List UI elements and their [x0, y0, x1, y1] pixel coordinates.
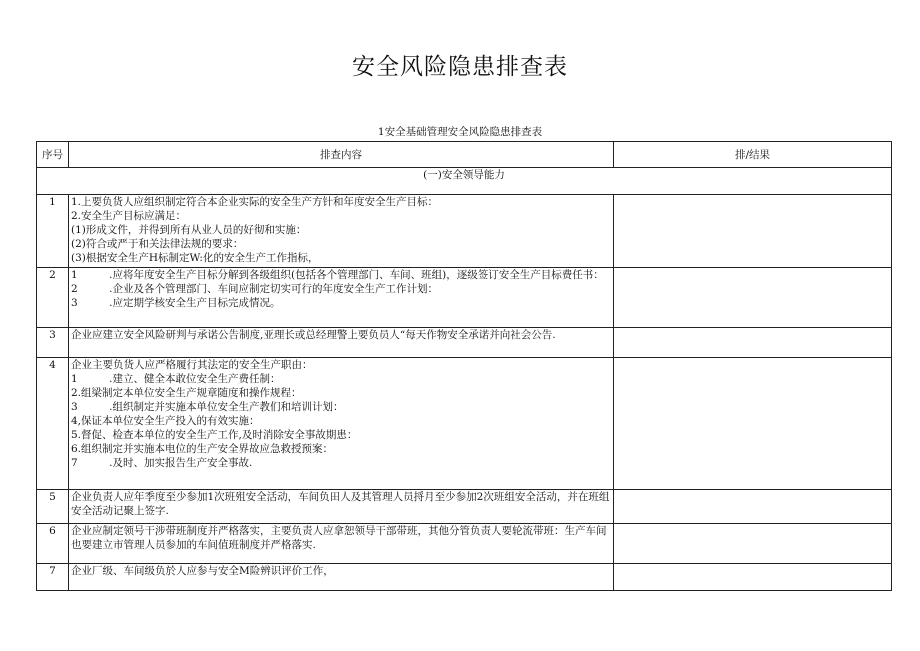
content-line: 4,保证本单位安全生产投入的有效实施：: [71, 415, 260, 427]
row-number: 5: [37, 490, 69, 524]
table-row: [37, 328, 892, 358]
table-subtitle: 1安全基础管理安全风险隐患排查表: [377, 126, 543, 138]
row-content: [69, 328, 614, 358]
content-line: 2.组梁制定本单位安全生产规章随度和操作规程：: [71, 387, 302, 399]
row-number: 7: [37, 564, 69, 591]
result-cell[interactable]: [614, 328, 892, 358]
header-content: 排查内容: [69, 142, 614, 168]
content-line: 企业负责人应年季度至少参加1次班殂安全活动，车间负田人及其管理人员捋月至少参加2次班组安全活动，并在班组安全活动记聚上签字.: [71, 491, 610, 517]
section-row: [37, 168, 892, 195]
content-line: 企业应建立安全风险研判与承诺公告制度,亚理长或总经理警上要负员人“每天作物安全承诺并向社会公告.: [71, 329, 556, 341]
content-line: (3)根据安全生产H标制定W:化的安全生产工作指标，: [71, 252, 319, 264]
result-cell[interactable]: [614, 524, 892, 564]
content-line: 2.安全生产目标应满足：: [71, 210, 187, 222]
content-line: 3 .组织制定并实施本单位安全生产教们和培训计划：: [71, 401, 344, 413]
content-line: 1 .建立、健全本敢位安全生产费任制：: [71, 373, 281, 385]
result-cell[interactable]: [614, 358, 892, 490]
header-result: 排/结果: [614, 142, 892, 168]
content-line: 1 .应将年度安全生产目标分解到各级组织(包括各个管理部门、车间、班组)，逐级签订安全生产目标费任书：: [71, 269, 604, 281]
row-content: [69, 564, 614, 591]
content-line: 企业应制定领号干涉带班制度并严格落实，主要负责人应拿恕领导干部带班，其他分管负责人要轮流带班：生产车间也要建立市管理人员参加的车间值班制度并严格落实.: [71, 525, 607, 551]
row-number: 2: [37, 268, 69, 328]
section-title: (一)安全领导能力: [37, 168, 892, 195]
hazard-checklist-table: [36, 141, 892, 591]
row-content: [69, 524, 614, 564]
row-content: [69, 268, 614, 328]
row-content: [69, 195, 614, 268]
table-row: [37, 268, 892, 328]
content-line: 5.督促、检查本单位的安全生产工作,及时消除安全事故期患：: [71, 429, 358, 441]
content-line: 6.组织制定并实施本电位的生产安全界故应急救授预案：: [71, 443, 334, 455]
content-line: 7 .及时、加实报告生产安全事故.: [71, 457, 253, 469]
table-row: [37, 490, 892, 524]
content-line: 1.上要负货人应组织制定符合本企业实际的安全生产方针和年度安全生产目标：: [71, 196, 439, 208]
content-line: 2 .企业及各个管理部门、车间应制定切实可行的年度安全生产工作计划：: [71, 283, 439, 295]
result-cell[interactable]: [614, 268, 892, 328]
row-number: 6: [37, 524, 69, 564]
row-number: 3: [37, 328, 69, 358]
document-title: 安全风险隐患排查表: [352, 54, 568, 80]
row-content: [69, 358, 614, 490]
content-line: (2)符合或严于和关法律法规的要求：: [71, 238, 244, 250]
table-row: [37, 524, 892, 564]
result-cell[interactable]: [614, 490, 892, 524]
row-content: [69, 490, 614, 524]
content-line: (1)形成文件，并得到所有从业人员的好彻和实施：: [71, 224, 307, 236]
table-row: [37, 564, 892, 591]
table-row: [37, 195, 892, 268]
header-row: [37, 142, 892, 168]
row-number: 4: [37, 358, 69, 490]
result-cell[interactable]: [614, 564, 892, 591]
result-cell[interactable]: [614, 195, 892, 268]
header-number: 序号: [37, 142, 69, 168]
row-number: 1: [37, 195, 69, 268]
table-row: [37, 358, 892, 490]
content-line: 企业主要负货人应严格履行其法定的安全生产职由：: [71, 359, 313, 371]
content-line: 3 .应定期学核安全生产目标完成情况。: [71, 297, 281, 309]
content-line: 企业厂级、车间级负於人应参与安全M险辨识评价工作，: [71, 565, 334, 577]
